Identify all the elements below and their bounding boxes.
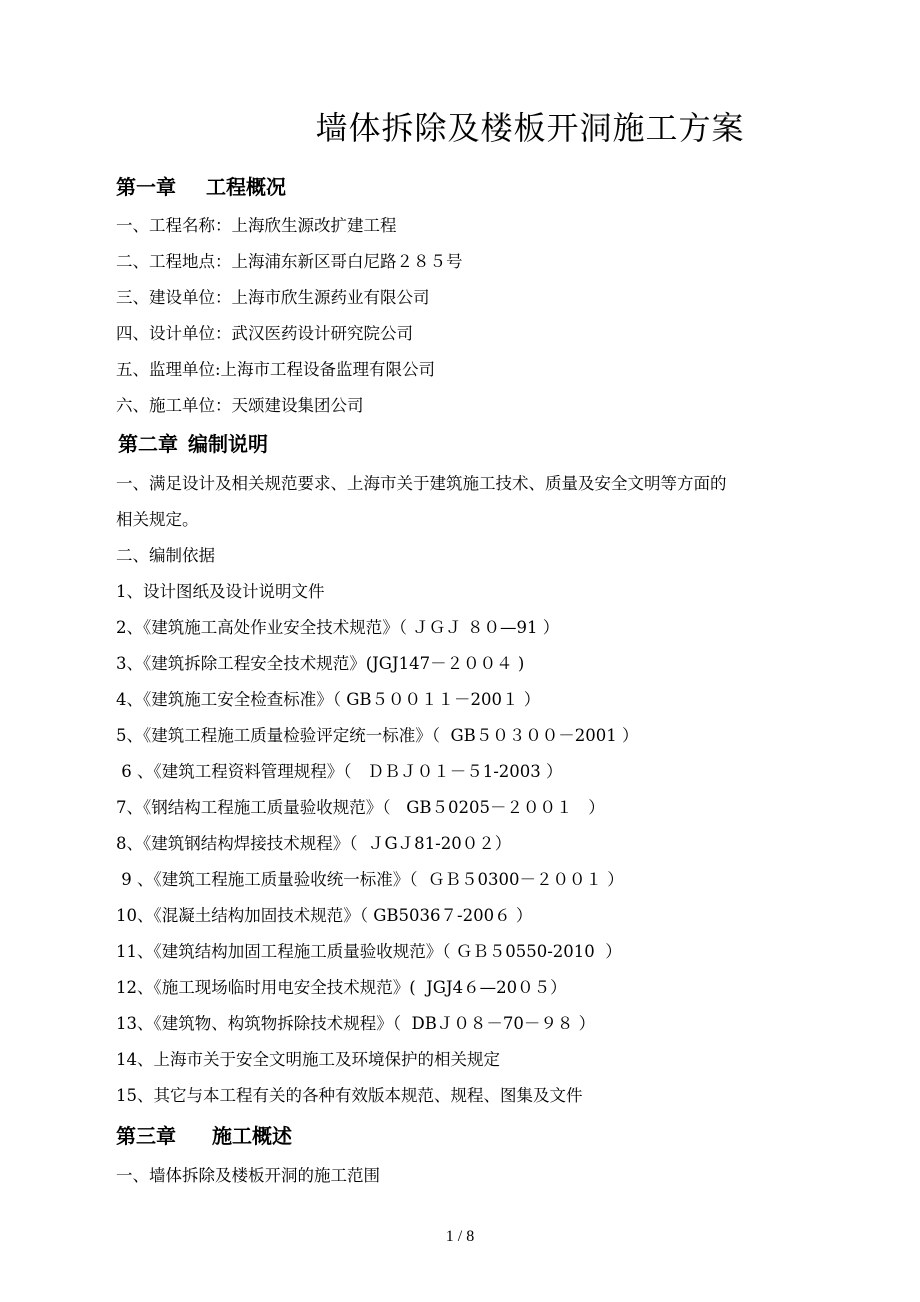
basis-item: 13、《建筑物、构筑物拆除技术规程》（ DBＪ０８－70－９８ ） — [116, 1014, 596, 1033]
basis-item: 1、设计图纸及设计说明文件 — [116, 582, 325, 601]
project-location-line: 二、工程地点：上海浦东新区哥白尼路２８５号 — [116, 252, 463, 271]
chapter-number: 第一章 — [116, 175, 176, 199]
basis-item: 6 、《建筑工程资料管理规程》（ ＤＢＪ０１－５1-2003 ） — [116, 762, 563, 781]
page-number: 1 / 8 — [445, 1228, 475, 1245]
basis-item: 15、其它与本工程有关的各种有效版本规范、规程、图集及文件 — [116, 1086, 583, 1105]
basis-item: 3、《建筑拆除工程安全技术规范》(JGJ147－２００４ ) — [116, 654, 525, 673]
chapter-title: 施工概述 — [212, 1124, 292, 1148]
basis-item: 5、《建筑工程施工质量检验评定统一标准》（ GB５０３００－2001 ） — [116, 726, 639, 745]
basis-heading: 二、编制依据 — [116, 546, 215, 565]
chapter-heading — [118, 429, 268, 459]
basis-item: 14、上海市关于安全文明施工及环境保护的相关规定 — [116, 1050, 500, 1069]
basis-item: 11、《建筑结构加固工程施工质量验收规范》（ ＧＢ５0550-2010 ） — [116, 942, 622, 961]
project-name-line: 一、工程名称：上海欣生源改扩建工程 — [116, 216, 397, 235]
basis-item: 4、《建筑施工安全检查标准》（ GB５００１１－200１ ） — [116, 690, 541, 709]
document-title: 墙体拆除及楼板开洞施工方案 — [315, 109, 745, 147]
basis-item: 8、《建筑钢结构焊接技术规程》（ ＪGＪ81-20０２） — [116, 834, 512, 853]
construction-unit-line: 六、施工单位：天颂建设集团公司 — [116, 396, 364, 415]
chapter-number: 第二章 — [118, 432, 178, 456]
basis-item: 2、《建筑施工高处作业安全技术规范》（ ＪＧＪ ８０—91 ） — [116, 618, 560, 637]
supervision-unit-line: 五、监理单位:上海市工程设备监理有限公司 — [116, 360, 436, 379]
scope-line: 一、墙体拆除及楼板开洞的施工范围 — [116, 1166, 380, 1185]
basis-item: 7、《钢结构工程施工质量验收规范》（ GB５0205－２００１ ） — [116, 798, 605, 817]
basis-item: 9 、《建筑工程施工质量验收统一标准》（ ＧＢ５0300－２００１ ） — [116, 870, 624, 889]
basis-item: 10、《混凝土结构加固技术规范》（ GB5036７-200６ ） — [116, 906, 533, 925]
chapter-heading — [116, 172, 286, 202]
design-unit-line: 四、设计单位：武汉医药设计研究院公司 — [116, 324, 413, 343]
chapter-title: 工程概况 — [206, 175, 286, 199]
owner-unit-line: 三、建设单位：上海市欣生源药业有限公司 — [116, 288, 430, 307]
chapter-title: 编制说明 — [188, 432, 268, 456]
paragraph-line: 相关规定。 — [116, 510, 199, 529]
chapter-number: 第三章 — [116, 1124, 176, 1148]
paragraph-line: 一、满足设计及相关规范要求、上海市关于建筑施工技术、质量及安全文明等方面的 — [116, 474, 727, 493]
chapter-heading — [116, 1121, 292, 1151]
basis-item: 12、《施工现场临时用电安全技术规范》( JGJ4６—20０５） — [116, 978, 567, 997]
